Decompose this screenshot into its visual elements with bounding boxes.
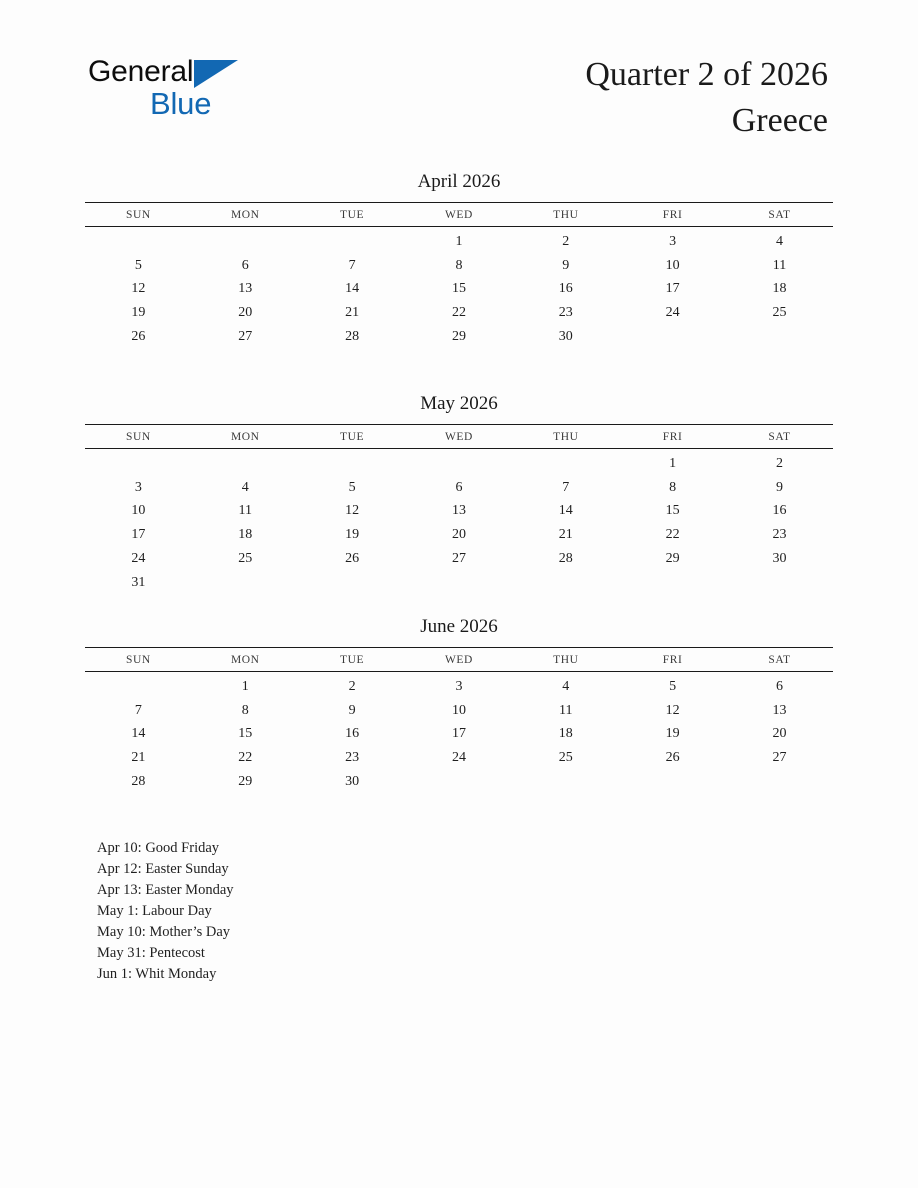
day-cell[interactable]: 14 <box>345 281 360 297</box>
day-cell-empty <box>192 449 299 476</box>
day-cell[interactable]: 29 <box>238 774 253 790</box>
day-cell[interactable]: 12 <box>345 503 360 519</box>
day-cell[interactable]: 21 <box>345 305 360 321</box>
day-cell-holiday[interactable]: 12 <box>131 281 146 297</box>
calendar-body <box>85 449 833 595</box>
day-cell[interactable]: 16 <box>558 281 573 297</box>
day-cell[interactable]: 11 <box>559 702 573 718</box>
logo-text-blue: Blue <box>150 86 212 121</box>
weekday-header-wed: WED <box>406 648 513 672</box>
day-cell[interactable]: 30 <box>345 774 360 790</box>
calendar-week-row <box>85 254 833 278</box>
day-cell[interactable]: 9 <box>562 257 570 273</box>
day-cell[interactable]: 24 <box>451 750 466 766</box>
page-header <box>0 0 918 160</box>
day-cell-empty <box>85 449 192 476</box>
calendar-week-row <box>85 500 833 524</box>
day-cell[interactable]: 7 <box>134 702 142 718</box>
calendar-table <box>85 424 833 595</box>
day-cell[interactable]: 28 <box>131 774 146 790</box>
day-cell-empty <box>512 571 619 595</box>
day-cell-empty <box>299 227 406 254</box>
day-cell[interactable]: 15 <box>451 281 466 297</box>
day-cell-holiday[interactable]: 10 <box>131 503 146 519</box>
day-cell-empty <box>85 672 192 699</box>
month-title: June 2026 <box>420 616 498 637</box>
day-cell[interactable]: 15 <box>665 503 680 519</box>
day-cell[interactable]: 20 <box>772 726 787 742</box>
day-cell[interactable]: 16 <box>772 503 787 519</box>
day-cell-empty <box>619 571 726 595</box>
day-cell[interactable]: 2 <box>348 678 356 694</box>
day-cell[interactable]: 30 <box>772 551 787 567</box>
day-cell[interactable]: 14 <box>558 503 573 519</box>
day-cell[interactable]: 5 <box>348 479 356 495</box>
day-cell-empty <box>406 571 513 595</box>
month-block-april <box>85 172 833 349</box>
day-cell[interactable]: 13 <box>772 702 787 718</box>
weekday-header-sat: SAT <box>726 203 833 227</box>
day-cell[interactable]: 3 <box>455 678 463 694</box>
day-cell-empty <box>299 571 406 595</box>
day-cell[interactable]: 17 <box>665 281 680 297</box>
day-cell[interactable]: 11 <box>238 503 252 519</box>
day-cell[interactable]: 8 <box>669 479 677 495</box>
day-cell[interactable]: 18 <box>238 527 253 543</box>
day-cell[interactable]: 21 <box>131 750 146 766</box>
month-block-may <box>85 394 833 595</box>
weekday-header-sat: SAT <box>726 425 833 449</box>
day-cell[interactable]: 17 <box>131 527 146 543</box>
day-cell-empty <box>192 227 299 254</box>
calendar-body <box>85 672 833 794</box>
day-cell[interactable]: 26 <box>131 329 146 345</box>
day-cell-holiday[interactable]: 31 <box>131 574 146 590</box>
month-block-june <box>85 617 833 794</box>
weekday-header-thu: THU <box>512 203 619 227</box>
calendar-week-row <box>85 278 833 302</box>
day-cell[interactable]: 5 <box>669 678 677 694</box>
day-cell[interactable]: 3 <box>134 479 142 495</box>
day-cell[interactable]: 6 <box>455 479 463 495</box>
day-cell-holiday[interactable]: 10 <box>665 257 680 273</box>
day-cell[interactable]: 10 <box>451 702 466 718</box>
calendar-week-row <box>85 672 833 699</box>
weekday-header-tue: TUE <box>299 425 406 449</box>
holiday-legend <box>97 838 517 985</box>
weekday-header-wed: WED <box>406 425 513 449</box>
day-cell[interactable]: 8 <box>241 702 249 718</box>
calendar-week-row <box>85 449 833 476</box>
day-cell[interactable]: 17 <box>451 726 466 742</box>
day-cell[interactable]: 18 <box>772 281 787 297</box>
day-cell-empty <box>512 770 619 794</box>
day-cell-empty <box>619 770 726 794</box>
day-cell[interactable]: 7 <box>348 257 356 273</box>
legend-item: Apr 10: Good Friday <box>97 840 220 856</box>
day-cell[interactable]: 14 <box>131 726 146 742</box>
day-cell[interactable]: 25 <box>238 551 253 567</box>
day-cell[interactable]: 29 <box>665 551 680 567</box>
day-cell-empty <box>726 325 833 349</box>
day-cell[interactable]: 28 <box>558 551 573 567</box>
logo-text-general: General <box>88 55 194 88</box>
day-cell[interactable]: 27 <box>451 551 466 567</box>
day-cell[interactable]: 19 <box>345 527 360 543</box>
weekday-header-row <box>85 203 833 227</box>
weekday-header-sun: SUN <box>85 425 192 449</box>
day-cell-holiday[interactable]: 1 <box>241 678 249 694</box>
day-cell[interactable]: 19 <box>131 305 146 321</box>
day-cell[interactable]: 9 <box>348 702 356 718</box>
day-cell[interactable]: 2 <box>776 455 784 471</box>
legend-item: Apr 13: Easter Monday <box>97 882 234 898</box>
day-cell[interactable]: 6 <box>776 678 784 694</box>
day-cell-holiday[interactable]: 13 <box>238 281 253 297</box>
day-cell-empty <box>406 770 513 794</box>
month-title: April 2026 <box>417 171 501 192</box>
day-cell[interactable]: 19 <box>665 726 680 742</box>
day-cell[interactable]: 25 <box>772 305 787 321</box>
day-cell[interactable]: 23 <box>772 527 787 543</box>
calendar-week-row <box>85 301 833 325</box>
day-cell[interactable]: 22 <box>238 750 253 766</box>
calendar-week-row <box>85 746 833 770</box>
day-cell[interactable]: 30 <box>558 329 573 345</box>
day-cell[interactable]: 23 <box>558 305 573 321</box>
day-cell[interactable]: 13 <box>451 503 466 519</box>
weekday-header-mon: MON <box>192 203 299 227</box>
calendar-week-row <box>85 571 833 595</box>
legend-item: May 31: Pentecost <box>97 945 205 961</box>
weekday-header-tue: TUE <box>299 203 406 227</box>
day-cell[interactable]: 20 <box>238 305 253 321</box>
calendar-week-row <box>85 723 833 747</box>
day-cell[interactable]: 25 <box>558 750 573 766</box>
weekday-header-row <box>85 425 833 449</box>
day-cell-empty <box>619 325 726 349</box>
day-cell-empty <box>726 770 833 794</box>
day-cell[interactable]: 24 <box>665 305 680 321</box>
weekday-header-thu: THU <box>512 425 619 449</box>
brand-logo <box>88 55 328 140</box>
day-cell[interactable]: 4 <box>776 233 784 249</box>
calendar-week-row <box>85 476 833 500</box>
day-cell[interactable]: 4 <box>241 479 249 495</box>
day-cell-empty <box>85 227 192 254</box>
weekday-header-fri: FRI <box>619 648 726 672</box>
day-cell[interactable]: 7 <box>562 479 570 495</box>
weekday-header-wed: WED <box>406 203 513 227</box>
weekday-header-tue: TUE <box>299 648 406 672</box>
legend-item: May 10: Mother’s Day <box>97 924 231 940</box>
day-cell[interactable]: 4 <box>562 678 570 694</box>
calendar-week-row <box>85 523 833 547</box>
day-cell-empty <box>512 449 619 476</box>
day-cell[interactable]: 15 <box>238 726 253 742</box>
day-cell-empty <box>192 571 299 595</box>
triangle-icon <box>194 60 238 88</box>
logo-top-row <box>88 55 238 89</box>
weekday-header-mon: MON <box>192 648 299 672</box>
page-title: Quarter 2 of 2026 <box>585 56 828 93</box>
weekday-header-sat: SAT <box>726 648 833 672</box>
calendar-body <box>85 227 833 349</box>
day-cell[interactable]: 28 <box>345 329 360 345</box>
weekday-header-thu: THU <box>512 648 619 672</box>
page-subtitle-country: Greece <box>731 101 828 139</box>
weekday-header-row <box>85 648 833 672</box>
weekday-header-fri: FRI <box>619 425 726 449</box>
day-cell-holiday[interactable]: 1 <box>669 455 677 471</box>
calendar-table <box>85 647 833 794</box>
day-cell[interactable]: 27 <box>772 750 787 766</box>
day-cell[interactable]: 26 <box>665 750 680 766</box>
calendar-week-row <box>85 770 833 794</box>
day-cell[interactable]: 9 <box>776 479 784 495</box>
day-cell[interactable]: 29 <box>451 329 466 345</box>
day-cell-empty <box>726 571 833 595</box>
day-cell-empty <box>299 449 406 476</box>
month-title: May 2026 <box>420 393 498 414</box>
calendar-week-row <box>85 325 833 349</box>
day-cell-empty <box>406 449 513 476</box>
weekday-header-mon: MON <box>192 425 299 449</box>
day-cell[interactable]: 11 <box>772 257 787 273</box>
day-cell[interactable]: 12 <box>665 702 680 718</box>
day-cell[interactable]: 8 <box>455 257 463 273</box>
calendar-week-row <box>85 547 833 571</box>
day-cell[interactable]: 16 <box>345 726 360 742</box>
day-cell[interactable]: 5 <box>134 257 142 273</box>
day-cell[interactable]: 20 <box>451 527 466 543</box>
weekday-header-sun: SUN <box>85 648 192 672</box>
day-cell[interactable]: 27 <box>238 329 253 345</box>
day-cell[interactable]: 3 <box>669 233 677 249</box>
calendar-week-row <box>85 699 833 723</box>
day-cell[interactable]: 22 <box>451 305 466 321</box>
legend-item: Jun 1: Whit Monday <box>97 966 217 982</box>
day-cell[interactable]: 2 <box>562 233 570 249</box>
day-cell[interactable]: 21 <box>558 527 573 543</box>
legend-item: May 1: Labour Day <box>97 903 212 919</box>
day-cell[interactable]: 6 <box>241 257 249 273</box>
calendar-week-row <box>85 227 833 254</box>
day-cell[interactable]: 24 <box>131 551 146 567</box>
day-cell[interactable]: 22 <box>665 527 680 543</box>
day-cell[interactable]: 1 <box>455 233 463 249</box>
calendar-table <box>85 202 833 349</box>
day-cell[interactable]: 18 <box>558 726 573 742</box>
day-cell[interactable]: 23 <box>345 750 360 766</box>
legend-item: Apr 12: Easter Sunday <box>97 861 229 877</box>
weekday-header-fri: FRI <box>619 203 726 227</box>
day-cell[interactable]: 26 <box>345 551 360 567</box>
weekday-header-sun: SUN <box>85 203 192 227</box>
title-block <box>585 52 828 144</box>
